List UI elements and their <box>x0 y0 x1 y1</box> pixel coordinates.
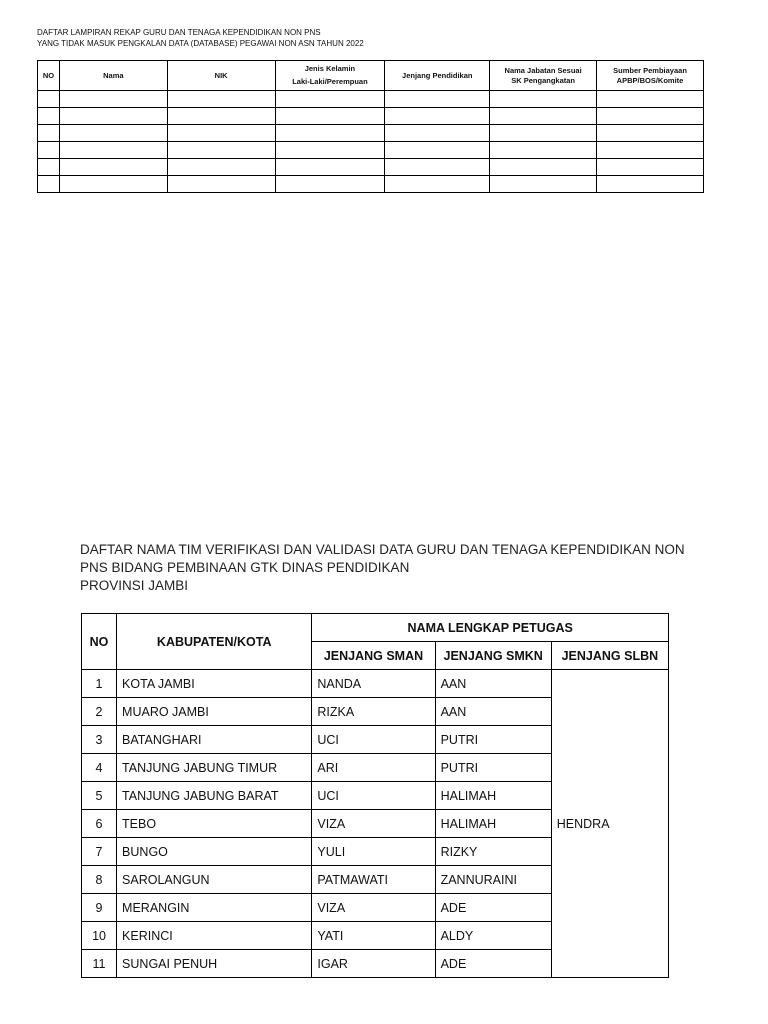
row-petugas-smkn: HALIMAH <box>435 782 551 810</box>
table-cell <box>38 159 60 176</box>
table-row <box>82 670 669 698</box>
col-header-sman: JENJANG SMAN <box>312 642 435 670</box>
row-no: 1 <box>82 670 117 698</box>
row-no: 2 <box>82 698 117 726</box>
sumber-line-2: APBP/BOS/Komite <box>616 75 684 85</box>
table-cell <box>167 159 275 176</box>
table-cell <box>59 142 167 159</box>
table-cell <box>490 91 597 108</box>
table-cell <box>167 176 275 193</box>
lampiran-header-row <box>38 61 704 91</box>
row-no: 4 <box>82 754 117 782</box>
row-kabupaten-kota: SAROLANGUN <box>117 866 312 894</box>
row-kabupaten-kota: KOTA JAMBI <box>117 670 312 698</box>
tim-title-line-1: DAFTAR NAMA TIM VERIFIKASI DAN VALIDASI DATA GURU DAN TENAGA KEPENDIDIKAN NON <box>80 542 685 557</box>
tim-verifikasi-table-body <box>82 670 669 978</box>
row-petugas-sman: IGAR <box>312 950 435 978</box>
tim-title-line-3: PROVINSI JAMBI <box>80 578 189 593</box>
row-kabupaten-kota: BATANGHARI <box>117 726 312 754</box>
row-petugas-smkn: HALIMAH <box>435 810 551 838</box>
col-header-no: NO <box>38 61 60 91</box>
lampiran-empty-row <box>38 176 704 193</box>
table-cell <box>167 91 275 108</box>
table-cell <box>597 125 704 142</box>
lampiran-empty-row <box>38 91 704 108</box>
row-no: 7 <box>82 838 117 866</box>
row-petugas-smkn: AAN <box>435 670 551 698</box>
lampiran-title-line-1: DAFTAR LAMPIRAN REKAP GURU DAN TENAGA KEPENDIDIKAN NON PNS <box>37 28 321 37</box>
row-petugas-smkn: ZANNURAINI <box>435 866 551 894</box>
table-cell <box>385 142 490 159</box>
row-petugas-sman: VIZA <box>312 810 435 838</box>
sumber-line-1: Sumber Pembiayaan <box>613 65 687 75</box>
table-cell <box>597 91 704 108</box>
col-header-nama-petugas: NAMA LENGKAP PETUGAS <box>312 614 669 642</box>
lampiran-table <box>37 60 704 193</box>
table-cell <box>167 108 275 125</box>
table-cell <box>275 159 385 176</box>
table-cell <box>385 108 490 125</box>
table-cell <box>490 159 597 176</box>
col-header-smkn: JENJANG SMKN <box>435 642 551 670</box>
tim-header-row-1 <box>82 614 669 642</box>
table-cell <box>490 125 597 142</box>
table-cell <box>38 142 60 159</box>
lampiran-empty-row <box>38 159 704 176</box>
row-petugas-smkn: PUTRI <box>435 726 551 754</box>
table-cell <box>275 125 385 142</box>
jenis-kelamin-line-1: Jenis Kelamin <box>304 64 356 73</box>
tim-verifikasi-table <box>81 613 669 978</box>
row-petugas-sman: YATI <box>312 922 435 950</box>
lampiran-empty-row <box>38 108 704 125</box>
row-kabupaten-kota: TEBO <box>117 810 312 838</box>
row-petugas-sman: UCI <box>312 782 435 810</box>
lampiran-table-body <box>38 91 704 193</box>
lampiran-empty-row <box>38 142 704 159</box>
table-cell <box>275 91 385 108</box>
col-header-slbn: JENJANG SLBN <box>551 642 668 670</box>
row-kabupaten-kota: TANJUNG JABUNG TIMUR <box>117 754 312 782</box>
row-petugas-smkn: ALDY <box>435 922 551 950</box>
row-kabupaten-kota: BUNGO <box>117 838 312 866</box>
jabatan-line-2: SK Pengangkatan <box>511 75 575 85</box>
table-cell <box>59 176 167 193</box>
jenis-kelamin-line-2: Laki-Laki/Perempuan <box>292 77 368 86</box>
row-petugas-sman: NANDA <box>312 670 435 698</box>
table-cell <box>59 91 167 108</box>
row-kabupaten-kota: KERINCI <box>117 922 312 950</box>
row-petugas-smkn: RIZKY <box>435 838 551 866</box>
table-cell <box>597 108 704 125</box>
row-no: 10 <box>82 922 117 950</box>
row-no: 6 <box>82 810 117 838</box>
table-cell <box>275 176 385 193</box>
row-petugas-sman: UCI <box>312 726 435 754</box>
row-no: 8 <box>82 866 117 894</box>
col-header-sumber <box>597 61 704 91</box>
lampiran-empty-row <box>38 125 704 142</box>
row-no: 11 <box>82 950 117 978</box>
row-petugas-smkn: PUTRI <box>435 754 551 782</box>
table-cell <box>38 108 60 125</box>
table-cell <box>38 176 60 193</box>
row-no: 3 <box>82 726 117 754</box>
table-cell <box>597 159 704 176</box>
table-cell <box>167 125 275 142</box>
table-cell <box>275 108 385 125</box>
col-header-jenis-kelamin <box>275 61 385 91</box>
table-cell <box>38 91 60 108</box>
table-cell <box>490 176 597 193</box>
row-petugas-sman: PATMAWATI <box>312 866 435 894</box>
table-cell <box>59 108 167 125</box>
table-cell <box>597 176 704 193</box>
row-petugas-smkn: ADE <box>435 950 551 978</box>
col-header-jenjang: Jenjang Pendidikan <box>385 61 490 91</box>
row-petugas-smkn: AAN <box>435 698 551 726</box>
row-no: 9 <box>82 894 117 922</box>
table-cell <box>490 142 597 159</box>
row-kabupaten-kota: TANJUNG JABUNG BARAT <box>117 782 312 810</box>
row-kabupaten-kota: SUNGAI PENUH <box>117 950 312 978</box>
table-cell <box>167 142 275 159</box>
col-header-jabatan <box>490 61 597 91</box>
lampiran-title <box>37 27 364 49</box>
table-cell <box>385 176 490 193</box>
table-cell <box>59 159 167 176</box>
row-petugas-sman: ARI <box>312 754 435 782</box>
table-cell <box>275 142 385 159</box>
col-header-kabupaten-kota: KABUPATEN/KOTA <box>117 614 312 670</box>
table-cell <box>385 91 490 108</box>
table-cell <box>385 159 490 176</box>
table-cell <box>38 125 60 142</box>
row-kabupaten-kota: MERANGIN <box>117 894 312 922</box>
jabatan-line-1: Nama Jabatan Sesuai <box>504 65 582 75</box>
col-header-nama: Nama <box>59 61 167 91</box>
row-kabupaten-kota: MUARO JAMBI <box>117 698 312 726</box>
table-cell <box>59 125 167 142</box>
row-petugas-sman: RIZKA <box>312 698 435 726</box>
row-no: 5 <box>82 782 117 810</box>
table-cell <box>385 125 490 142</box>
tim-title-line-2: PNS BIDANG PEMBINAAN GTK DINAS PENDIDIKAN <box>80 560 410 575</box>
row-petugas-sman: VIZA <box>312 894 435 922</box>
table-cell <box>597 142 704 159</box>
tim-verifikasi-title <box>80 541 685 595</box>
row-petugas-smkn: ADE <box>435 894 551 922</box>
table-cell <box>490 108 597 125</box>
lampiran-title-line-2: YANG TIDAK MASUK PENGKALAN DATA (DATABASE) PEGAWAI NON ASN TAHUN 2022 <box>37 39 364 48</box>
col-header-nik: NIK <box>167 61 275 91</box>
petugas-slbn-merged-cell: HENDRA <box>551 670 668 978</box>
row-petugas-sman: YULI <box>312 838 435 866</box>
col-header-no: NO <box>82 614 117 670</box>
